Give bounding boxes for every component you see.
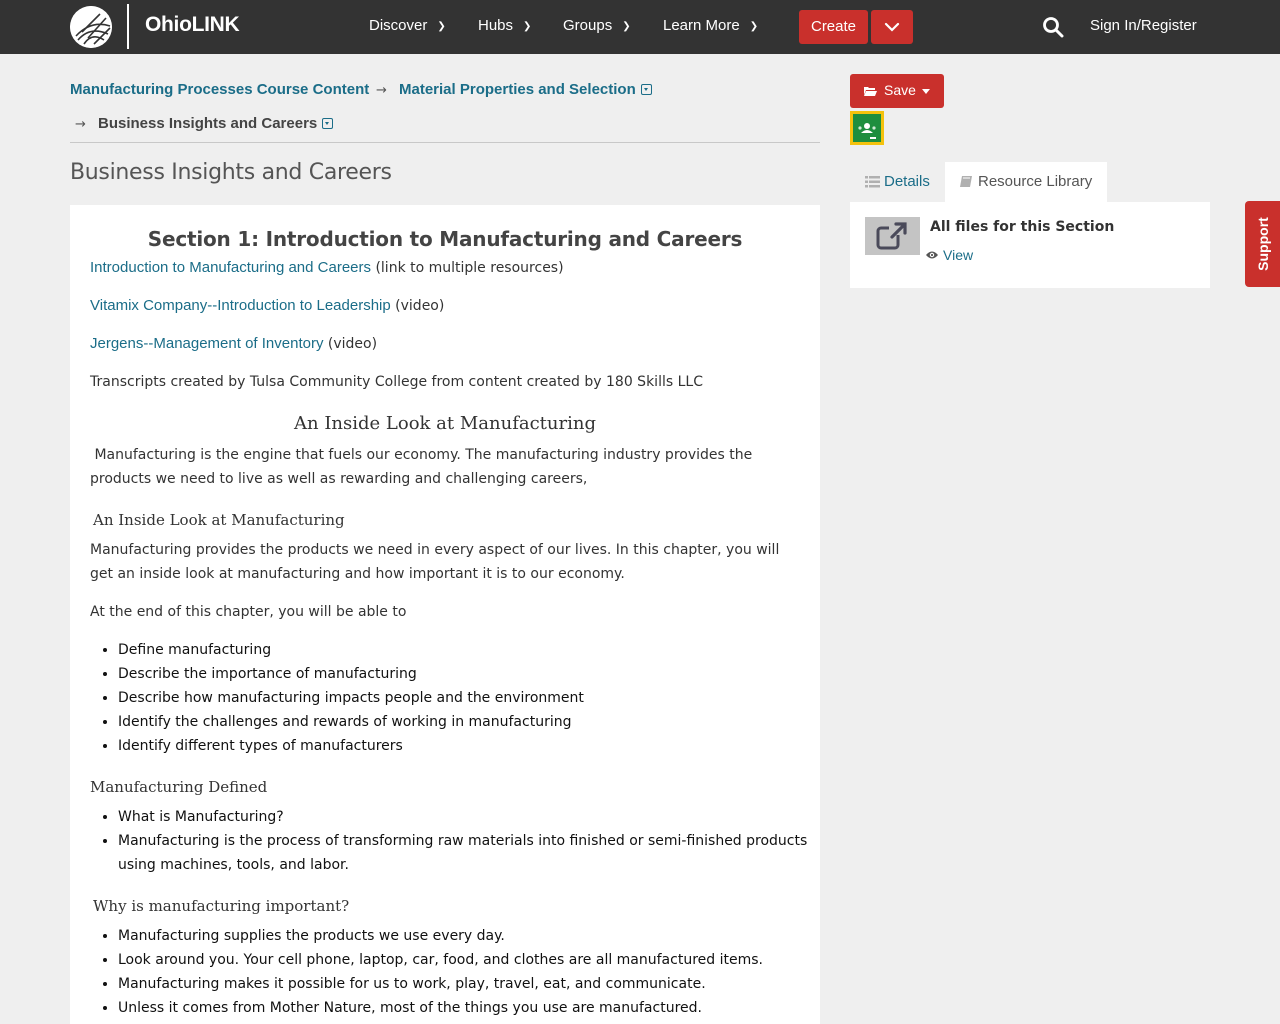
breadcrumb-arrow: → [75,117,86,132]
chapter-paragraph: Manufacturing provides the products we need in every aspect of our lives. In this chapter, you will get an inside look at manufacturing and how important it is to our economy. [90,542,780,582]
caret-down-icon [922,89,930,94]
resource-library-panel [850,202,1210,288]
chevron-down-icon: ❯ [523,21,532,32]
create-menu-toggle[interactable] [871,10,913,44]
list-item: • Manufacturing makes it possible for us to work, play, travel, eat, and communicate. [118,972,808,996]
view-link-label: View [943,247,974,263]
section-title: Section 1: Introduction to Manufacturing and Careers [147,227,743,251]
chevron-down-icon [871,10,913,44]
resource-link[interactable]: Introduction to Manufacturing and Careers [90,259,371,276]
resource-item [90,259,564,276]
dropdown-toggle-icon[interactable] [641,84,652,95]
dropdown-toggle-icon[interactable] [322,118,333,129]
nav-groups[interactable] [563,17,631,34]
breadcrumb-current-label: Business Insights and Careers [98,115,318,132]
breadcrumb-current [98,115,333,132]
transcripts-note: Transcripts created by Tulsa Community College from content created by 180 Skills LLC [90,374,703,390]
logo-text[interactable]: OhioLINK [145,13,240,36]
nav-discover[interactable] [369,17,446,34]
list-item: • Manufacturing supplies the products we use every day. [118,924,808,948]
list-item: • Manufacturing is the process of transforming raw materials into finished or semi-finished products using machines, tools, and labor. [118,829,808,877]
manufacturing-defined-heading: Manufacturing Defined [90,778,268,796]
list-item: • Describe how manufacturing impacts people and the environment [118,686,808,710]
support-tab[interactable] [1245,201,1280,287]
save-button-label: Save [884,82,916,98]
breadcrumb-divider [70,142,820,143]
resource-note: (link to multiple resources) [375,260,564,276]
objectives-intro: At the end of this chapter, you will be able to [90,604,407,620]
view-link[interactable] [943,247,973,263]
sign-in-register-link[interactable]: Sign In/Register [1090,17,1197,34]
why-important-heading: Why is manufacturing important? [93,897,350,915]
logo-divider [127,4,129,49]
book-icon [960,175,973,188]
external-link-icon[interactable] [865,217,920,255]
list-item: • What is Manufacturing? [118,805,808,829]
resource-item [90,335,377,352]
tab-resource-library-label: Resource Library [978,173,1093,190]
chevron-down-icon: ❯ [437,21,446,32]
chevron-down-icon: ❯ [622,21,631,32]
breadcrumb-material-properties[interactable] [399,81,652,98]
tab-details-label: Details [884,173,930,190]
resource-link[interactable]: Jergens--Management of Inventory [90,335,324,352]
resource-item [90,297,444,314]
breadcrumb-course-content[interactable] [70,81,369,98]
resource-note: (video) [327,336,378,352]
files-title: All files for this Section [930,219,1115,235]
support-label: Support [1255,217,1271,271]
nav-learn-more[interactable] [663,17,758,34]
why-list [90,924,808,1020]
nav-groups-label: Groups [563,17,613,34]
list-item: • Define manufacturing [118,638,808,662]
list-item: • Identify the challenges and rewards of working in manufacturing [118,710,808,734]
list-item: • Look around you. Your cell phone, laptop, car, food, and clothes are all manufactured items. [118,948,808,972]
search-icon[interactable] [1042,16,1064,38]
breadcrumb-material-properties-label: Material Properties and Selection [399,81,636,98]
page-title: Business Insights and Careers [70,160,392,185]
folder-open-icon [863,85,877,97]
inside-look-subheading: An Inside Look at Manufacturing [93,511,345,529]
content-card [70,205,820,1024]
save-button[interactable] [850,74,944,108]
ohiolink-logo-icon[interactable] [70,6,112,48]
nav-hubs-label: Hubs [478,17,514,34]
tab-details[interactable] [850,162,945,202]
objectives-list [90,638,808,758]
top-navigation-bar [0,0,1280,54]
chevron-down-icon: ❯ [749,21,759,32]
google-classroom-share-icon[interactable] [850,111,884,145]
nav-learn-more-label: Learn More [663,17,740,34]
nav-hubs[interactable] [478,17,531,34]
breadcrumb-arrow: → [376,83,387,98]
resource-note: (video) [395,298,445,314]
resource-link[interactable]: Vitamix Company--Introduction to Leadership [90,297,391,314]
create-button[interactable]: Create [799,10,868,44]
list-icon [865,176,880,188]
nav-discover-label: Discover [369,17,428,34]
intro-paragraph: Manufacturing is the engine that fuels our economy. The manufacturing industry provides the products we need to live as well as rewarding and challenging careers, [90,447,757,487]
list-item: • Identify different types of manufacturers [118,734,808,758]
eye-icon [925,250,939,260]
inside-look-heading: An Inside Look at Manufacturing [294,413,596,434]
list-item: • Describe the importance of manufacturing [118,662,808,686]
defined-list [90,805,808,877]
tab-resource-library[interactable] [945,162,1107,202]
breadcrumb-course-content-label: Manufacturing Processes Course Content [70,81,370,98]
list-item: • Unless it comes from Mother Nature, most of the things you use are manufactured. [118,996,808,1020]
